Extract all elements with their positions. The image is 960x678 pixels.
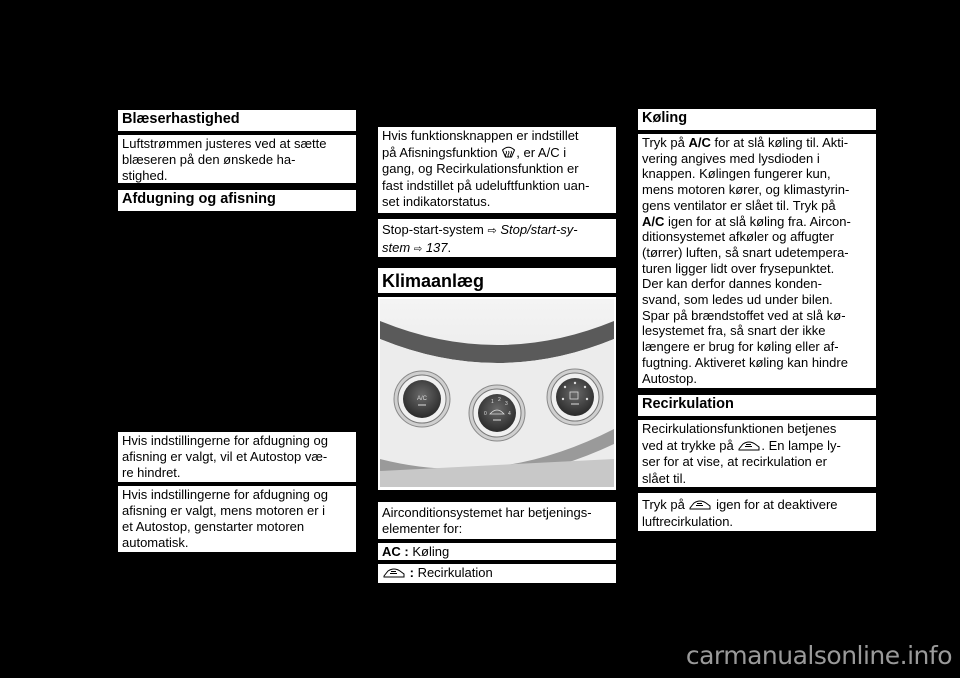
text-line <box>642 292 872 308</box>
text-fragment: svand, som ledes ud under bilen. <box>642 292 833 308</box>
text-fragment: for at slå køling til. Akti- <box>710 135 849 150</box>
page-ref-link[interactable]: 137 <box>425 240 448 255</box>
ac-label: AC <box>382 544 401 559</box>
text-line <box>642 151 872 167</box>
text-fragment: , er A/C i <box>516 144 567 160</box>
paragraph-blaeserhastighed <box>118 135 356 183</box>
text-fragment: Spar på brændstoffet ved at slå kø- <box>642 307 846 323</box>
heading-text: Blæserhastighed <box>122 111 240 127</box>
separator: : <box>400 544 413 559</box>
svg-text:3: 3 <box>505 401 508 407</box>
text-fragment: igen for at deaktivere <box>712 497 838 512</box>
text-line: fast indstillet på udeluftfunktion uan- <box>382 177 590 193</box>
text-line: Recirkulationsfunktionen betjenes <box>642 421 837 436</box>
text-line <box>642 355 872 371</box>
text-line: elementer for: <box>382 521 463 536</box>
paragraph-deaktivere <box>638 493 876 531</box>
text-line: Hvis funktionsknappen er indstillet <box>382 128 579 143</box>
arrow-right-icon: ⇨ <box>413 244 423 255</box>
svg-text:1: 1 <box>491 399 494 405</box>
text-line: gang, og Recirkulationsfunktion er <box>382 161 579 176</box>
text-fragment: på Afisningsfunktion <box>382 144 502 160</box>
text-fragment: . En lampe ly- <box>761 437 841 453</box>
text-fragment: ditionsystemet afkøler og affugter <box>642 229 834 245</box>
text-line <box>642 166 872 182</box>
text-line: set indikatorstatus. <box>382 194 491 209</box>
text-line: stighed. <box>122 168 168 183</box>
text-line <box>642 245 872 261</box>
text-fragment: mens motoren kører, og klimastyrin- <box>642 182 850 198</box>
climate-panel-illustration <box>380 299 614 487</box>
text-fragment: vering angives med lysdioden i <box>642 150 820 166</box>
xref-link-cont[interactable]: stem <box>382 240 411 255</box>
recirculation-icon <box>382 567 406 580</box>
defrost-icon <box>501 146 516 160</box>
text-fragment: Der kan derfor dannes konden- <box>642 276 822 292</box>
heading-afdugning <box>118 190 356 211</box>
text-fragment: igen for at slå køling fra. Aircon- <box>664 213 851 229</box>
text-line: Hvis indstillingerne for afdugning og <box>122 433 328 448</box>
separator: : <box>406 565 418 580</box>
text-fragment: lesystemet fra, så snart der ikke <box>642 323 826 339</box>
text-line <box>642 229 872 245</box>
text-fragment: gens ventilator er slået til. Tryk på <box>642 197 836 213</box>
text-line <box>642 261 872 277</box>
text-line <box>382 145 612 162</box>
heading-blaeserhastighed <box>118 110 356 131</box>
text-line: automatisk. <box>122 535 189 550</box>
paragraph-afisning-function <box>378 127 616 213</box>
text-line: re hindret. <box>122 465 181 480</box>
text-line <box>642 339 872 355</box>
ac-button-ref: A/C <box>642 213 665 229</box>
svg-text:0: 0 <box>484 411 487 417</box>
recirculation-icon <box>688 499 712 512</box>
heading-text: Recirkulation <box>642 396 734 412</box>
text-fragment: . <box>447 240 452 255</box>
text-line: slået til. <box>642 470 687 486</box>
heading-koling <box>638 109 876 130</box>
text-fragment: (tørrer) luften, så snart udetempera- <box>642 244 849 260</box>
paragraph-intro <box>378 502 616 539</box>
text-line <box>642 438 872 455</box>
watermark: carmanualsonline.info <box>685 641 952 670</box>
svg-text:4: 4 <box>508 411 511 417</box>
text-line <box>642 198 872 214</box>
xref-link[interactable]: Stop/start-sy- <box>500 222 578 237</box>
text-line <box>642 214 872 230</box>
text-line <box>642 371 872 387</box>
text-line: afisning er valgt, mens motoren er i <box>122 503 326 518</box>
svg-text:2: 2 <box>498 397 501 403</box>
text-line <box>642 308 872 324</box>
paragraph-autostop-hindret <box>118 432 356 482</box>
paragraph-recirkulation <box>638 420 876 487</box>
control-item-recirc <box>378 564 616 583</box>
text-fragment: Tryk på <box>642 497 689 512</box>
heading-text: Afdugning og afisning <box>122 191 276 207</box>
control-item-ac <box>378 543 616 560</box>
text-line <box>642 323 872 339</box>
svg-text:A/C: A/C <box>416 396 428 402</box>
text-fragment: Tryk på <box>642 135 689 150</box>
arrow-right-icon: ⇨ <box>487 224 497 237</box>
xref-stop-start <box>378 219 616 257</box>
text-line <box>642 182 872 198</box>
paragraph-genstarter <box>118 486 356 552</box>
paragraph-koling <box>638 134 876 388</box>
text-line: Luftstrømmen justeres ved at sætte <box>122 136 327 151</box>
text-line <box>642 135 872 151</box>
text-line <box>642 276 872 292</box>
ac-button-ref: A/C <box>688 135 711 150</box>
text-fragment: længere er brug for køling eller af- <box>642 339 839 355</box>
text-fragment: Stop-start-system <box>382 222 488 237</box>
text-fragment: knappen. Kølingen fungerer kun, <box>642 166 831 182</box>
text-fragment: ved at trykke på <box>642 437 738 453</box>
item-value: Recirkulation <box>417 565 493 580</box>
text-line: Hvis indstillingerne for afdugning og <box>122 487 328 502</box>
heading-text: Køling <box>642 110 688 126</box>
image-frame <box>378 297 616 490</box>
text-fragment: turen ligger lidt over frysepunktet. <box>642 260 835 276</box>
heading-klimaanlaeg <box>378 268 616 293</box>
climate-panel-image <box>380 299 614 487</box>
recirculation-icon <box>737 440 761 453</box>
text-line: luftrecirkulation. <box>642 514 734 529</box>
text-fragment: Autostop. <box>642 370 697 386</box>
text-fragment: fugtning. Aktiveret køling kan hindre <box>642 354 848 370</box>
text-line <box>382 239 612 258</box>
text-line: et Autostop, genstarter motoren <box>122 519 305 534</box>
text-line <box>642 496 872 513</box>
heading-text: Klimaanlæg <box>382 271 485 291</box>
text-line: blæseren på den ønskede ha- <box>122 152 296 167</box>
text-line: ser for at vise, at recirkulation er <box>642 454 827 469</box>
text-line: afisning er valgt, vil et Autostop væ- <box>122 449 328 464</box>
text-line <box>382 221 612 239</box>
heading-recirkulation <box>638 395 876 416</box>
item-value: Køling <box>412 544 450 559</box>
text-line: Airconditionsystemet har betjenings- <box>382 505 592 520</box>
